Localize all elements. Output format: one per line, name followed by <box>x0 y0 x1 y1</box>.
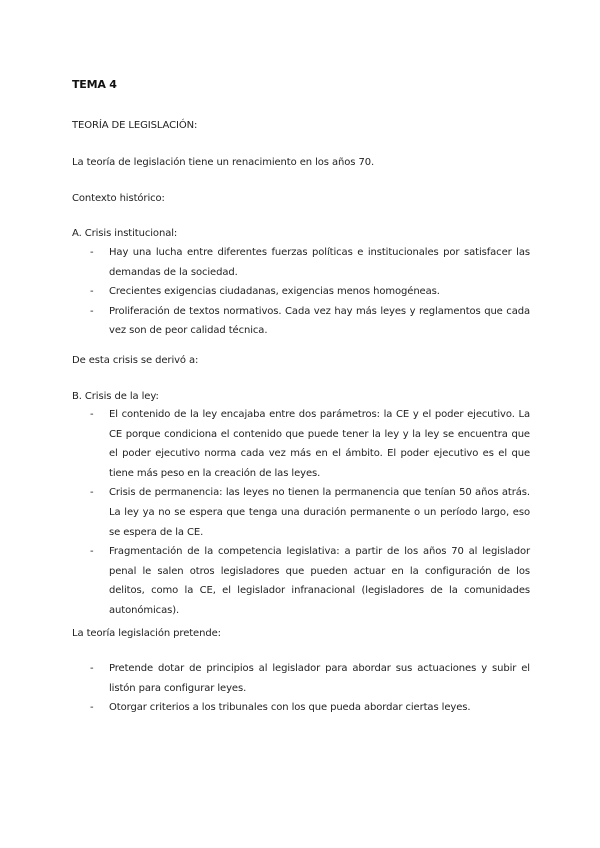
bullet-dash: - <box>90 409 94 420</box>
section-heading: TEORÍA DE LEGISLACIÓN: <box>72 120 198 131</box>
list-item-text: Crecientes exigencias ciudadanas, exigencias menos homogéneas. <box>109 286 440 298</box>
list-item-text: Pretende dotar de principios al legislador para abordar sus actuaciones y subir el listón para configurar leyes. <box>109 663 530 694</box>
bullet-dash: - <box>90 702 94 714</box>
pretende-heading: La teoría legislación pretende: <box>72 628 221 639</box>
crisis-ley-list <box>72 405 530 621</box>
list-item <box>72 698 530 718</box>
list-item-text: Crisis de permanencia: las leyes no tienen la permanencia que tenían 50 años atrás. La ley ya no se espera que tenga una duración permanente o un período largo, eso se espera de la CE. <box>109 487 530 538</box>
crisis-institucional-heading: A. Crisis institucional: <box>72 228 178 239</box>
list-item <box>72 405 530 483</box>
list-item-text: Hay una lucha entre diferentes fuerzas políticas e institucionales por satisfacer las demandas de la sociedad. <box>109 247 530 278</box>
document-title: TEMA 4 <box>72 78 117 91</box>
list-item <box>72 243 530 282</box>
context-heading: Contexto histórico: <box>72 193 165 204</box>
list-item <box>72 282 530 302</box>
bullet-dash: - <box>90 487 94 499</box>
list-item <box>72 483 530 542</box>
list-item <box>72 542 530 620</box>
list-item-text: Proliferación de textos normativos. Cada vez hay más leyes y reglamentos que cada vez son de peor calidad técnica. <box>109 305 530 337</box>
bullet-dash: - <box>90 247 94 258</box>
list-item-text: El contenido de la ley encajaba entre dos parámetros: la CE y el poder ejecutivo. La CE porque condiciona el contenido que puede tener la ley y la ley se encuentra que el poder ejecutivo norma cada vez más en el ámbito. El poder ejecutivo es el que tiene más peso en la creación de las leyes. <box>109 409 530 479</box>
derivation-paragraph: De esta crisis se derivó a: <box>72 355 199 366</box>
list-item-text: Fragmentación de la competencia legislativa: a partir de los años 70 al legislador penal le salen otros legisladores que pueden actuar en la configuración de los delitos, como la CE, el legislador infranacional (legisladores de la comunidades autonómicas). <box>109 546 530 616</box>
crisis-ley-heading: B. Crisis de la ley: <box>72 391 159 402</box>
bullet-dash: - <box>90 663 94 674</box>
bullet-dash: - <box>90 286 94 298</box>
bullet-dash: - <box>90 305 94 317</box>
list-item <box>72 302 530 341</box>
list-item-text: Otorgar criterios a los tribunales con los que pueda abordar ciertas leyes. <box>109 702 471 714</box>
bullet-dash: - <box>90 546 94 558</box>
list-item <box>72 659 530 698</box>
crisis-institucional-list <box>72 243 530 341</box>
intro-paragraph: La teoría de legislación tiene un renacimiento en los años 70. <box>72 157 375 168</box>
pretende-list <box>72 659 530 718</box>
